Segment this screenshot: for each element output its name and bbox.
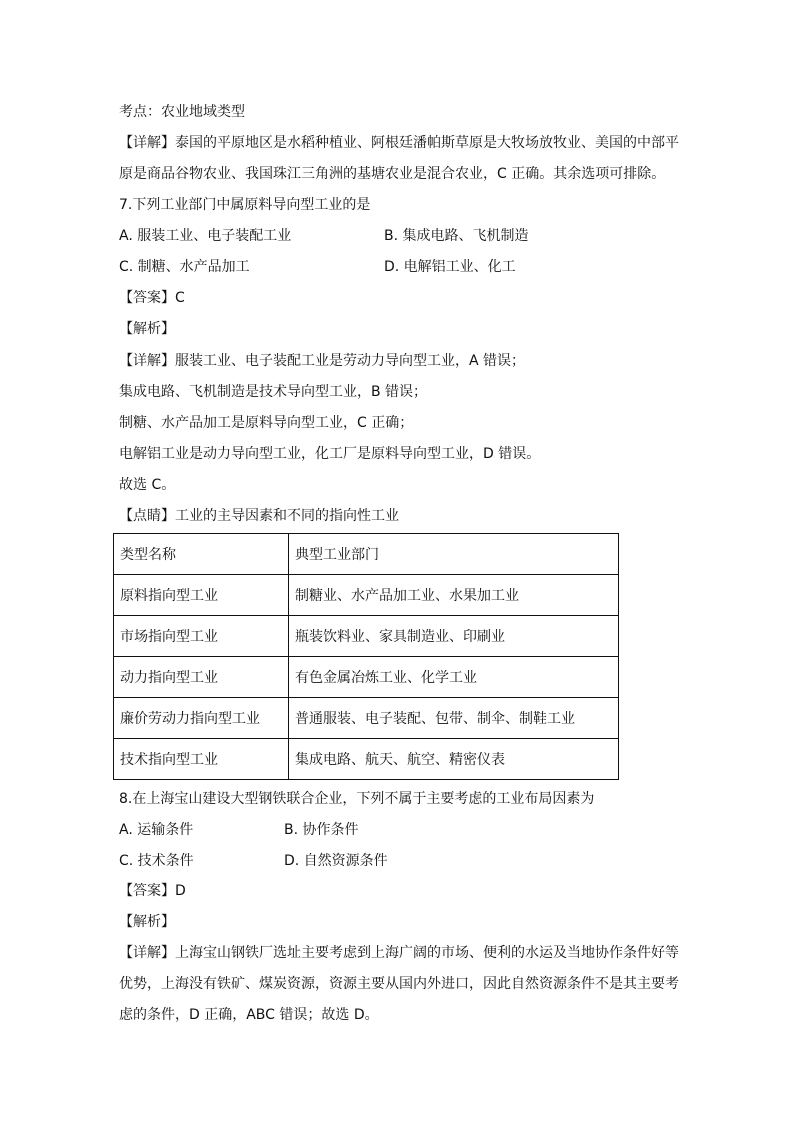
q8-option-a: A. 运输条件 — [119, 822, 194, 838]
table-row — [114, 698, 619, 739]
kaodian-line: 考点：农业地域类型 — [119, 104, 245, 120]
table-cell-type: 市场指向型工业 — [114, 616, 289, 657]
q7-option-a: A. 服装工业、电子装配工业 — [119, 228, 292, 244]
q8-answer: 【答案】D — [119, 883, 186, 899]
table-cell-type: 动力指向型工业 — [114, 657, 289, 698]
q7-detail-line-3: 制糖、水产品加工是原料导向型工业，C 正确； — [119, 415, 414, 431]
table-cell-type: 廉价劳动力指向型工业 — [114, 698, 289, 739]
q8-option-c: C. 技术条件 — [119, 853, 194, 869]
q7-detail-line-2: 集成电路、飞机制造是技术导向型工业，B 错误； — [119, 384, 428, 400]
table-cell-industries: 集成电路、航天、航空、精密仪表 — [289, 739, 619, 780]
q6-detail-line-1: 【详解】泰国的平原地区是水稻种植业、阿根廷潘帕斯草原是大牧场放牧业、美国的中部平 — [119, 135, 679, 151]
q8-option-b: B. 协作条件 — [284, 822, 359, 838]
table-row — [114, 616, 619, 657]
q7-option-d: D. 电解铝工业、化工 — [384, 259, 516, 275]
table-cell-type: 原料指向型工业 — [114, 575, 289, 616]
q7-option-b: B. 集成电路、飞机制造 — [384, 228, 529, 244]
q7-stem: 7.下列工业部门中属原料导向型工业的是 — [119, 197, 371, 213]
table-row — [114, 657, 619, 698]
table-header-cell: 类型名称 — [114, 534, 289, 575]
table-cell-industries: 有色金属冶炼工业、化学工业 — [289, 657, 619, 698]
table-cell-industries: 制糖业、水产品加工业、水果加工业 — [289, 575, 619, 616]
q6-detail-line-2: 原是商品谷物农业、我国珠江三角洲的基塘农业是混合农业，C 正确。其余选项可排除。 — [119, 166, 666, 182]
q7-conclusion: 故选 C。 — [119, 477, 176, 493]
q7-analysis-title: 【解析】 — [119, 321, 175, 337]
q8-detail-line-3: 虑的条件，D 正确，ABC 错误；故选 D。 — [119, 1007, 379, 1023]
table-row — [114, 739, 619, 780]
table-cell-industries: 瓶装饮料业、家具制造业、印刷业 — [289, 616, 619, 657]
q8-option-d: D. 自然资源条件 — [284, 853, 388, 869]
table-header-row — [114, 534, 619, 575]
q8-analysis-title: 【解析】 — [119, 914, 175, 930]
table-cell-industries: 普通服装、电子装配、包带、制伞、制鞋工业 — [289, 698, 619, 739]
table-header-cell: 典型工业部门 — [289, 534, 619, 575]
q8-detail-line-2: 优势，上海没有铁矿、煤炭资源，资源主要从国内外进口，因此自然资源条件不是其主要考 — [119, 976, 679, 992]
q7-option-c: C. 制糖、水产品加工 — [119, 259, 250, 275]
table-row — [114, 575, 619, 616]
q7-detail-line-1: 【详解】服装工业、电子装配工业是劳动力导向型工业，A 错误； — [119, 353, 526, 369]
q7-detail-line-4: 电解铝工业是动力导向型工业，化工厂是原料导向型工业，D 错误。 — [119, 446, 541, 462]
q8-detail-line-1: 【详解】上海宝山钢铁厂选址主要考虑到上海广阔的市场、便利的水运及当地协作条件好等 — [119, 945, 679, 961]
industry-orientation-table — [113, 533, 619, 780]
q7-dianjing: 【点睛】工业的主导因素和不同的指向性工业 — [119, 508, 399, 524]
q8-stem: 8.在上海宝山建设大型钢铁联合企业，下列不属于主要考虑的工业布局因素为 — [119, 791, 595, 807]
q7-answer: 【答案】C — [119, 290, 185, 306]
table-cell-type: 技术指向型工业 — [114, 739, 289, 780]
